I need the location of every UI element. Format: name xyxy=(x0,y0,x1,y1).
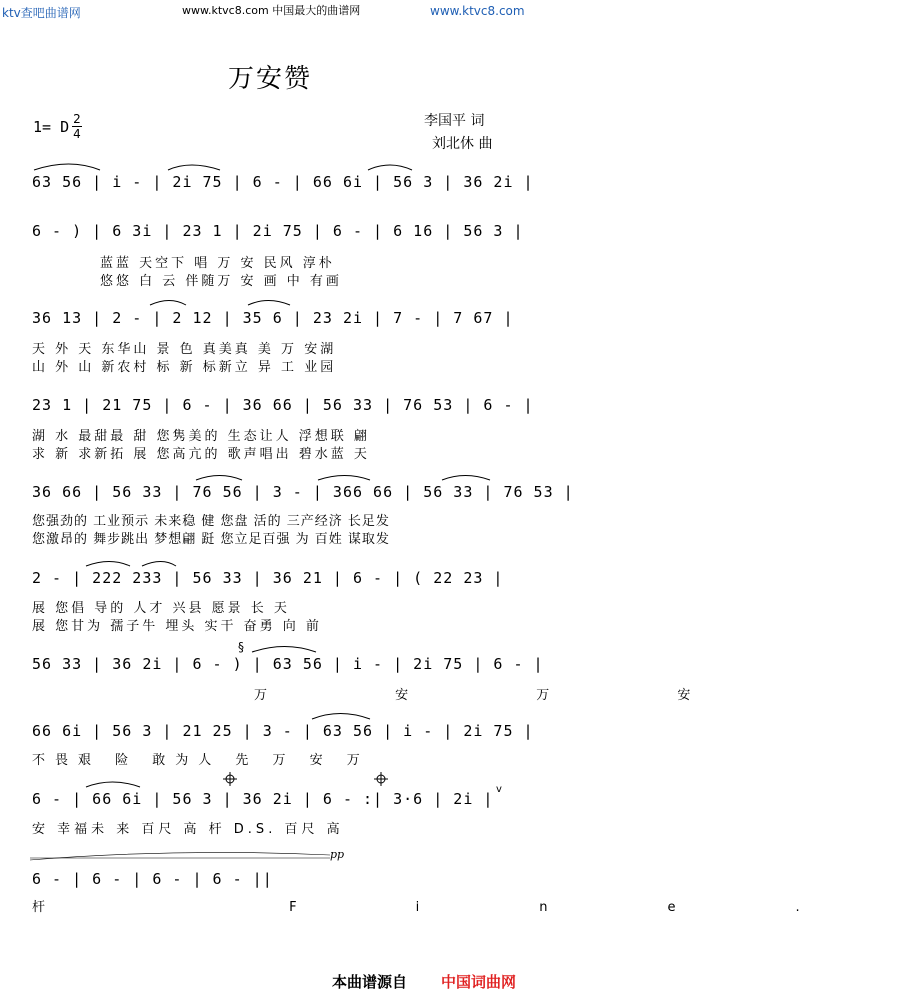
slur-arc xyxy=(142,562,176,567)
time-signature-bottom: 4 xyxy=(73,127,81,141)
footer-brand-link[interactable]: 中国词曲网 xyxy=(441,973,517,991)
lyric-line: 展 您甘为 孺子牛 埋头 实干 奋勇 向 前 xyxy=(32,619,322,634)
slur-arc xyxy=(86,562,130,567)
slur-arc xyxy=(368,165,412,170)
site-logo-text: ktv查吧曲谱网 xyxy=(2,6,81,20)
composer-credit: 刘北休 曲 xyxy=(432,136,493,152)
score-line: 6 - ) | 6 3i | 23 1 | 2i 75 | 6 - | 6 16 | 56 3 | xyxy=(32,222,524,240)
slur-arc xyxy=(248,301,290,306)
lyric-line: 杆 Fine. xyxy=(32,900,920,915)
slur-arc xyxy=(318,476,370,481)
lyric-line: 山 外 山 新农村 标 新 标新立 异 工 业园 xyxy=(32,360,337,375)
slur-arc xyxy=(150,301,186,306)
dynamic-marking: pp xyxy=(330,848,345,861)
slur-arc xyxy=(312,714,370,720)
lyric-line: 您强劲的 工业预示 未来稳 健 您盘 活的 三产经济 长足发 xyxy=(32,514,390,529)
score-line: 6 - | 66 6i | 56 3 | 36 2i | 6 - :| 3·6 | 2i | xyxy=(32,790,494,808)
score-line: 66 6i | 56 3 | 21 25 | 3 - | 63 56 | i - | 2i 75 | xyxy=(32,722,534,740)
slur-arc xyxy=(168,165,220,170)
slur-arc xyxy=(86,782,140,787)
site-url-right: www.ktvc8.com xyxy=(430,4,525,18)
site-url-banner: www.ktvc8.com 中国最大的曲谱网 xyxy=(182,4,361,17)
lyricist-credit: 李国平 词 xyxy=(424,113,485,129)
lyric-line: 湖 水 最甜最 甜 您隽美的 生态让人 浮想联 翩 xyxy=(32,429,370,444)
segno-symbol: § xyxy=(238,640,244,654)
score-line: 36 13 | 2 - | 2 12 | 35 6 | 23 2i | 7 - | 7 67 | xyxy=(32,309,514,327)
score-line: 6 - | 6 - | 6 - | 6 - || xyxy=(32,870,273,888)
lyric-line: 您激昂的 舞步跳出 梦想翩 跹 您立足百强 为 百姓 谋取发 xyxy=(32,532,390,547)
score-line: 63 56 | i - | 2i 75 | 6 - | 66 6i | 56 3 | 36 2i | xyxy=(32,173,534,191)
song-title: 万安赞 xyxy=(227,64,312,94)
slur-arc xyxy=(196,476,242,481)
score-line: 2 - | 222 233 | 56 33 | 36 21 | 6 - | ( 22 23 | xyxy=(32,569,504,587)
lyric-line: 悠悠 白 云 伴随万 安 画 中 有画 xyxy=(100,274,342,289)
score-line: 36 66 | 56 33 | 76 56 | 3 - | 366 66 | 56 33 | 76 53 | xyxy=(32,483,574,501)
slur-arc xyxy=(442,476,490,481)
footer-source-text: 本曲谱源自 xyxy=(332,973,408,991)
fade-line xyxy=(30,852,330,860)
breath-mark: v xyxy=(496,784,502,795)
score-line: 56 33 | 36 2i | 6 - ) | 63 56 | i - | 2i 75 | 6 - | xyxy=(32,655,544,673)
lyric-line: 蓝蓝 天空下 唱 万 安 民风 淳朴 xyxy=(100,256,335,271)
score-line: 23 1 | 21 75 | 6 - | 36 66 | 56 33 | 76 53 | 6 - | xyxy=(32,396,534,414)
lyric-line: 展 您倡 导的 人才 兴县 愿景 长 天 xyxy=(32,601,290,616)
slur-arc xyxy=(252,647,316,653)
lyric-line: 天 外 天 东华山 景 色 真美真 美 万 安湖 xyxy=(32,342,337,357)
slur-arc xyxy=(34,164,100,170)
lyric-line: 求 新 求新拓 展 您高亢的 歌声唱出 碧水蓝 天 xyxy=(32,447,370,462)
lyric-line: 不畏艰 险 敢为人 先 万 安 万 xyxy=(32,753,370,768)
lyric-line: 万 安 万 安 xyxy=(254,688,753,703)
key-signature: 1= D xyxy=(33,118,70,136)
lyric-line: 安 幸福未 来 百尺 高 杆 D.S. 百尺 高 xyxy=(32,822,344,837)
time-signature-top: 2 xyxy=(73,112,81,126)
